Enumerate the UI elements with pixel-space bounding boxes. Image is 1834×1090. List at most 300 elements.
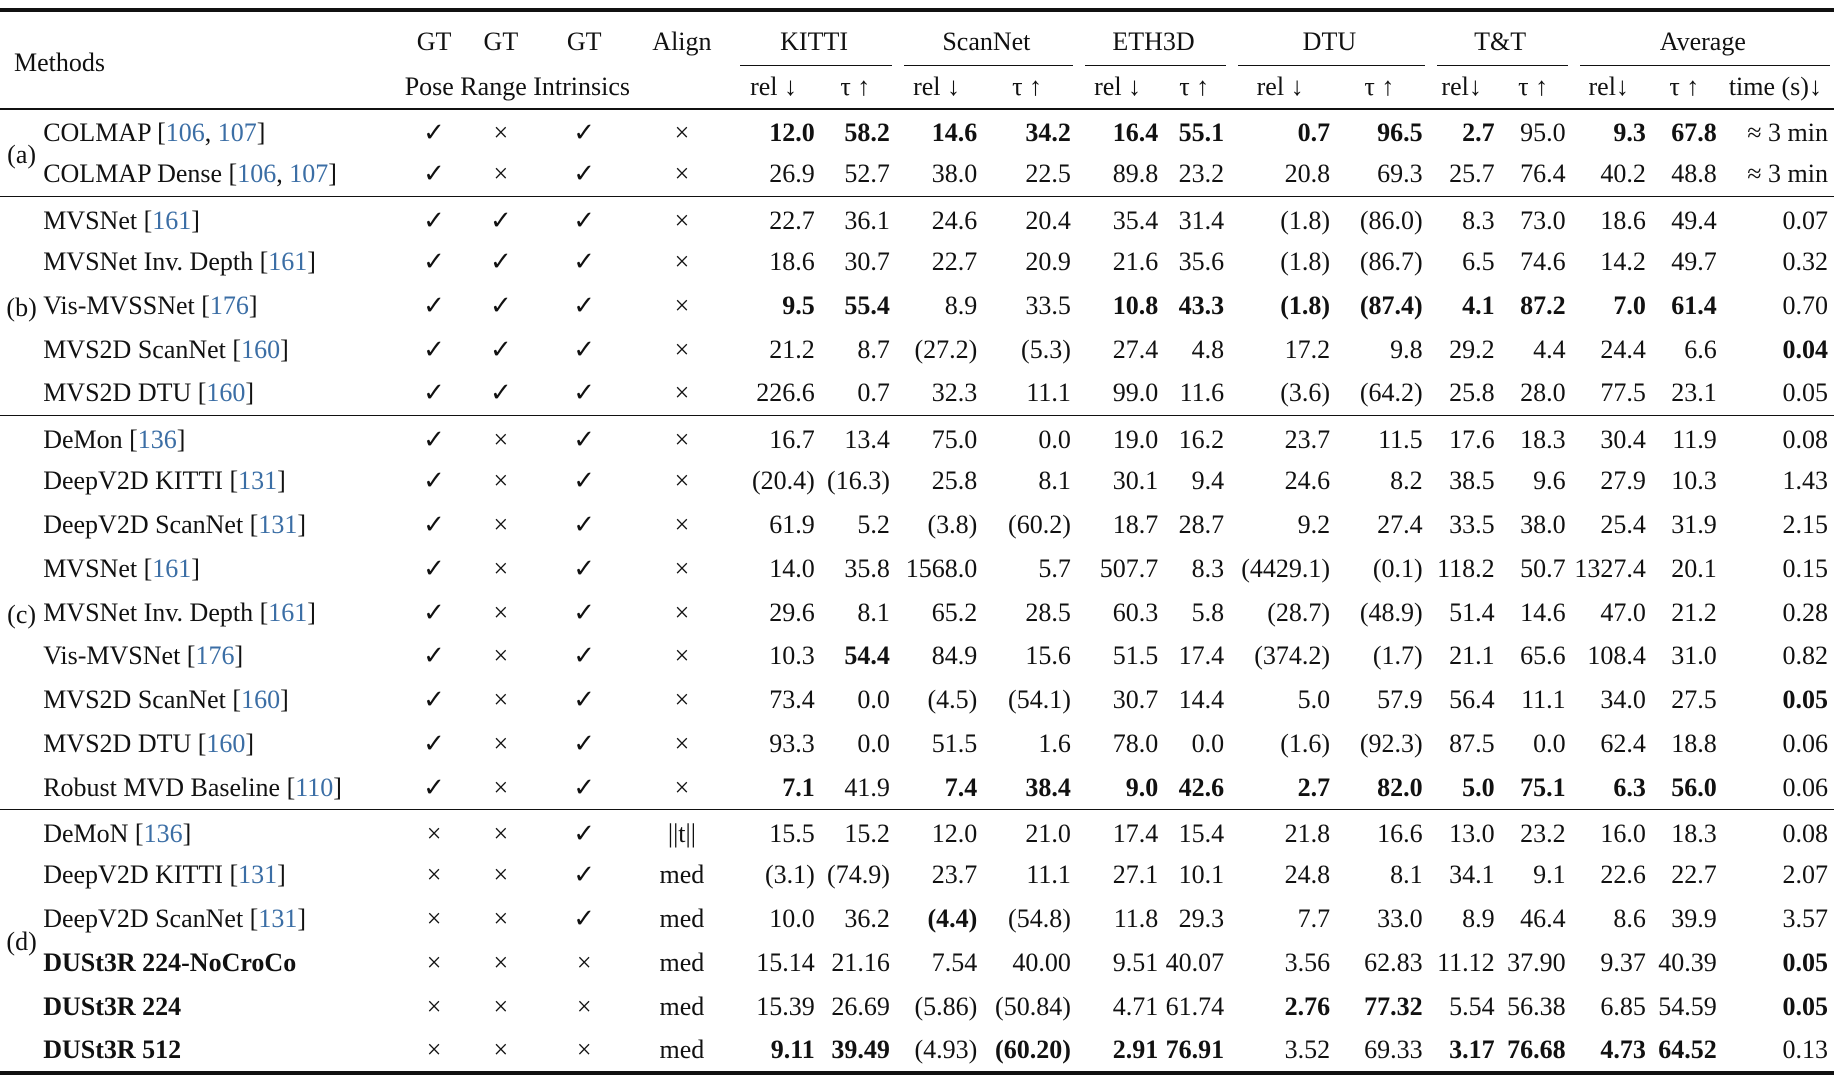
- value-cell: 8.9: [944, 291, 978, 321]
- row-group: [0, 109, 1834, 197]
- value-cell: 51.5: [931, 729, 978, 759]
- method-name: Vis-MVSNet [176]: [43, 641, 244, 671]
- citation-link[interactable]: 160: [206, 378, 246, 408]
- citation-link[interactable]: 176: [209, 291, 249, 321]
- value-cell: 0.13: [1782, 1034, 1828, 1064]
- value-cell: 15.39: [756, 991, 815, 1021]
- value-cell: 8.1: [1390, 860, 1423, 890]
- gt-range-cell: ×: [493, 772, 509, 802]
- method-label: DeMon [: [43, 424, 138, 454]
- value-cell: (3.8): [927, 510, 978, 540]
- method-label: DeepV2D KITTI [: [43, 466, 239, 496]
- value-cell: 18.7: [1112, 510, 1159, 540]
- method-label: MVS2D ScanNet [: [43, 685, 242, 715]
- citation-link[interactable]: 161: [268, 597, 308, 627]
- align-cell: ×: [674, 118, 690, 148]
- value-cell: 18.8: [1671, 729, 1717, 759]
- value-cell: 35.4: [1112, 205, 1159, 235]
- value-cell: (54.8): [1008, 904, 1071, 934]
- method-label: MVS2D DTU [: [43, 729, 207, 759]
- value-cell: 3.52: [1284, 1034, 1331, 1064]
- value-cell: 18.3: [1520, 424, 1566, 454]
- value-cell: 7.7: [1297, 904, 1331, 934]
- value-cell: 22.6: [1600, 860, 1646, 890]
- value-cell: 9.3: [1613, 118, 1646, 148]
- citation-link[interactable]: 131: [258, 510, 298, 540]
- value-cell: 21.6: [1112, 247, 1159, 277]
- value-cell: 87.5: [1449, 729, 1495, 759]
- group-label: (d): [6, 927, 37, 957]
- value-cell: 47.0: [1600, 597, 1646, 627]
- value-cell: 10.8: [1112, 291, 1159, 321]
- dataset-header-tt: T&T: [1429, 10, 1572, 66]
- value-cell: 77.32: [1364, 991, 1423, 1021]
- align-cell: med: [659, 948, 705, 978]
- value-cell: 0.05: [1782, 378, 1828, 408]
- value-cell: 20.9: [1025, 247, 1071, 277]
- gt-intrinsics-cell: ×: [576, 991, 592, 1021]
- gt-pose-cell: ✓: [423, 553, 445, 583]
- value-cell: 0.82: [1782, 641, 1828, 671]
- value-cell: 25.7: [1449, 159, 1495, 189]
- value-cell: 11.1: [1026, 860, 1071, 890]
- value-cell: 20.8: [1284, 159, 1331, 189]
- align-cell: ×: [674, 466, 690, 496]
- dataset-header-kitti: KITTI: [732, 10, 896, 66]
- value-cell: 75.0: [931, 424, 978, 454]
- align-cell: ×: [674, 641, 690, 671]
- value-cell: (50.84): [995, 991, 1071, 1021]
- value-cell: 32.3: [931, 378, 978, 408]
- gt-intrinsics-cell: ✓: [573, 904, 596, 934]
- value-cell: 61.74: [1165, 991, 1225, 1021]
- value-cell: 1327.4: [1574, 553, 1646, 583]
- value-cell: (28.7): [1267, 597, 1331, 627]
- value-cell: 12.0: [931, 818, 978, 848]
- value-cell: (54.1): [1008, 685, 1071, 715]
- method-name: MVSNet [161]: [43, 553, 200, 583]
- method-name: [43, 1029, 403, 1073]
- value-cell: 38.0: [931, 159, 978, 189]
- gt-range-cell: ×: [493, 466, 509, 496]
- table-row: [0, 416, 1834, 460]
- gt-range-cell: ×: [493, 118, 509, 148]
- value-cell: 9.11: [770, 1034, 815, 1064]
- value-cell: (3.6): [1280, 378, 1331, 408]
- value-cell: 0.08: [1782, 818, 1828, 848]
- value-cell: 0.06: [1782, 772, 1828, 802]
- value-cell: (20.4): [751, 466, 815, 496]
- gt-pose-cell: ✓: [423, 641, 445, 671]
- value-cell: 54.4: [844, 641, 890, 671]
- value-cell: 65.6: [1520, 641, 1566, 671]
- value-cell: (374.2): [1254, 641, 1331, 671]
- citation-link[interactable]: 161: [152, 205, 192, 235]
- value-cell: 77.5: [1600, 378, 1646, 408]
- gt-range-cell: ×: [493, 860, 509, 890]
- value-cell: 36.2: [844, 904, 890, 934]
- value-cell: 62.83: [1364, 948, 1423, 978]
- value-cell: 6.6: [1684, 334, 1717, 364]
- subheader-kitti-tau: τ ↑: [840, 72, 871, 101]
- gt-range-cell: ×: [493, 553, 509, 583]
- value-cell: 15.6: [1025, 641, 1071, 671]
- value-cell: 5.0: [1462, 772, 1495, 802]
- value-cell: (0.1): [1372, 553, 1423, 583]
- value-cell: 226.6: [756, 378, 815, 408]
- value-cell: 3.57: [1782, 904, 1828, 934]
- value-cell: 0.0: [857, 685, 890, 715]
- gt-intrinsics-cell: ✓: [573, 205, 596, 235]
- value-cell: (92.3): [1359, 729, 1423, 759]
- gt-intrinsics-cell: ✓: [573, 818, 596, 848]
- subheader-avg-time: time (s)↓: [1728, 72, 1822, 101]
- value-cell: 108.4: [1587, 641, 1646, 671]
- value-cell: 11.1: [1026, 378, 1071, 408]
- subheader-scannet-rel: rel ↓: [913, 72, 961, 101]
- value-cell: 30.1: [1112, 466, 1159, 496]
- value-cell: 21.2: [1671, 597, 1717, 627]
- value-cell: 3.17: [1449, 1034, 1495, 1064]
- align-cell: med: [659, 1034, 705, 1064]
- method-label: MVS2D DTU [: [43, 378, 207, 408]
- value-cell: 8.6: [1613, 904, 1646, 934]
- value-cell: 0.08: [1782, 424, 1828, 454]
- method-name: MVS2D ScanNet [160]: [43, 685, 289, 715]
- value-cell: 58.2: [844, 118, 890, 148]
- value-cell: 31.9: [1671, 510, 1717, 540]
- gt-pose-cell: ✓: [423, 424, 445, 454]
- value-cell: 38.4: [1025, 772, 1071, 802]
- value-cell: 76.91: [1165, 1034, 1225, 1064]
- value-cell: 11.1: [1521, 685, 1566, 715]
- value-cell: (3.1): [764, 860, 815, 890]
- value-cell: 35.8: [844, 553, 890, 583]
- table-row: [0, 678, 1834, 722]
- gt-intrinsics-cell: ✓: [573, 378, 596, 408]
- align-cell: ×: [674, 597, 690, 627]
- pose-range-intrinsics-header: Pose Range Intrinsics: [404, 72, 630, 101]
- dataset-header-eth3d: ETH3D: [1077, 10, 1230, 66]
- gt-pose-cell: ✓: [423, 597, 445, 627]
- value-cell: 35.6: [1178, 247, 1225, 277]
- value-cell: 11.6: [1179, 378, 1225, 408]
- align-cell: ×: [674, 772, 690, 802]
- value-cell: 13.4: [844, 424, 890, 454]
- value-cell: 15.2: [844, 818, 890, 848]
- citation-link[interactable]: 160: [241, 334, 281, 364]
- table-row: [0, 328, 1834, 372]
- align-cell: ×: [674, 510, 690, 540]
- value-cell: 23.2: [1520, 818, 1566, 848]
- citation-link[interactable]: 136: [143, 818, 183, 848]
- value-cell: 56.0: [1671, 772, 1717, 802]
- value-cell: (27.2): [914, 334, 978, 364]
- value-cell: 60.3: [1112, 597, 1159, 627]
- value-cell: 9.1: [1533, 860, 1566, 890]
- value-cell: 34.0: [1600, 685, 1646, 715]
- method-name: MVS2D DTU [160]: [43, 729, 255, 759]
- value-cell: 5.0: [1297, 685, 1331, 715]
- value-cell: 16.6: [1377, 818, 1423, 848]
- table-row: [0, 766, 1834, 810]
- value-cell: (64.2): [1359, 378, 1423, 408]
- value-cell: 50.7: [1520, 553, 1566, 583]
- gt-intrinsics-header: GT: [566, 27, 602, 56]
- value-cell: 30.4: [1600, 424, 1646, 454]
- align-cell: ||t||: [667, 818, 696, 848]
- value-cell: 0.04: [1782, 334, 1828, 364]
- value-cell: 93.3: [769, 729, 815, 759]
- value-cell: 16.2: [1178, 424, 1225, 454]
- method-name: DeMoN [136]: [43, 818, 192, 848]
- gt-intrinsics-cell: ✓: [573, 597, 596, 627]
- value-cell: 5.2: [857, 510, 890, 540]
- method-name: Vis-MVSSNet [176]: [43, 291, 258, 321]
- gt-intrinsics-cell: ✓: [573, 729, 596, 759]
- align-cell: ×: [674, 247, 690, 277]
- method-label: DUSt3R 224: [43, 991, 182, 1021]
- value-cell: 21.16: [831, 948, 890, 978]
- value-cell: 29.6: [769, 597, 815, 627]
- value-cell: 28.5: [1025, 597, 1071, 627]
- value-cell: 37.90: [1507, 948, 1566, 978]
- row-group: [0, 197, 1834, 416]
- method-label: COLMAP [: [43, 118, 166, 148]
- align-cell: ×: [674, 553, 690, 583]
- value-cell: 4.73: [1600, 1034, 1646, 1064]
- value-cell: 89.8: [1112, 159, 1159, 189]
- value-cell: 19.0: [1112, 424, 1159, 454]
- align-cell: ×: [674, 729, 690, 759]
- value-cell: 10.3: [1671, 466, 1717, 496]
- value-cell: (1.8): [1280, 205, 1331, 235]
- value-cell: 25.8: [1449, 378, 1495, 408]
- value-cell: 33.0: [1377, 904, 1423, 934]
- value-cell: 69.3: [1377, 159, 1423, 189]
- value-cell: 11.5: [1378, 424, 1423, 454]
- gt-pose-cell: ✓: [423, 247, 445, 277]
- value-cell: 1.6: [1038, 729, 1071, 759]
- value-cell: (74.9): [827, 860, 890, 890]
- citation-link[interactable]: 161: [152, 553, 192, 583]
- citation-link[interactable]: 161: [268, 247, 308, 277]
- value-cell: 0.0: [1191, 729, 1225, 759]
- table-row: [0, 1029, 1834, 1073]
- gt-range-cell: ×: [493, 948, 509, 978]
- value-cell: 28.7: [1178, 510, 1225, 540]
- value-cell: 9.0: [1125, 772, 1159, 802]
- method-label: MVSNet Inv. Depth [: [43, 247, 269, 277]
- value-cell: 5.8: [1191, 597, 1225, 627]
- value-cell: 78.0: [1112, 729, 1159, 759]
- gt-pose-cell: ✓: [423, 378, 445, 408]
- value-cell: 10.1: [1178, 860, 1225, 890]
- gt-range-cell: ×: [493, 904, 509, 934]
- value-cell: 17.4: [1178, 641, 1225, 671]
- value-cell: 8.7: [857, 334, 890, 364]
- gt-range-cell: ×: [493, 510, 509, 540]
- value-cell: 12.0: [769, 118, 815, 148]
- gt-range-cell: ✓: [489, 205, 512, 235]
- method-label: Robust MVD Baseline [: [43, 772, 296, 802]
- value-cell: 61.4: [1671, 291, 1717, 321]
- gt-range-cell: ×: [493, 685, 509, 715]
- value-cell: 30.7: [844, 247, 890, 277]
- value-cell: 73.4: [769, 685, 815, 715]
- value-cell: (4.4): [927, 904, 978, 934]
- value-cell: (5.3): [1021, 334, 1071, 364]
- value-cell: 5.7: [1038, 553, 1071, 583]
- citation-link[interactable]: 131: [258, 904, 298, 934]
- table-row: [0, 372, 1834, 416]
- dataset-header-dtu: DTU: [1230, 10, 1429, 66]
- citation-link[interactable]: 110: [295, 772, 334, 802]
- method-name: MVSNet [161]: [43, 205, 200, 235]
- value-cell: 11.9: [1672, 424, 1717, 454]
- group-label: (c): [7, 599, 37, 629]
- value-cell: 17.4: [1112, 818, 1159, 848]
- value-cell: 18.6: [769, 247, 815, 277]
- value-cell: 46.4: [1520, 904, 1566, 934]
- method-label: MVSNet [: [43, 553, 153, 583]
- value-cell: 41.9: [844, 772, 890, 802]
- citation-link[interactable]: 107: [217, 118, 257, 148]
- subheader-tt-rel: rel↓: [1441, 72, 1482, 101]
- method-name: DeepV2D ScanNet [131]: [43, 904, 307, 934]
- table-row: [0, 503, 1834, 547]
- value-cell: 48.8: [1671, 159, 1717, 189]
- value-cell: 0.15: [1782, 553, 1828, 583]
- gt-range-cell: ×: [493, 424, 509, 454]
- value-cell: 62.4: [1600, 729, 1646, 759]
- align-cell: ×: [674, 685, 690, 715]
- value-cell: 29.3: [1178, 904, 1225, 934]
- value-cell: 25.8: [931, 466, 978, 496]
- citation-link[interactable]: 106: [165, 118, 205, 148]
- value-cell: 0.07: [1782, 205, 1828, 235]
- value-cell: (1.6): [1280, 729, 1331, 759]
- value-cell: 2.15: [1782, 510, 1828, 540]
- gt-intrinsics-cell: ✓: [573, 466, 596, 496]
- value-cell: 0.28: [1782, 597, 1828, 627]
- value-cell: (1.8): [1280, 247, 1331, 277]
- method-name: DeMon [136]: [43, 424, 186, 454]
- value-cell: 27.4: [1377, 510, 1423, 540]
- citation-link[interactable]: 131: [238, 860, 278, 890]
- value-cell: 84.9: [931, 641, 978, 671]
- value-cell: 9.2: [1297, 510, 1331, 540]
- citation-link[interactable]: 176: [195, 641, 235, 671]
- value-cell: 24.8: [1284, 860, 1331, 890]
- value-cell: (4429.1): [1241, 553, 1331, 583]
- value-cell: 95.0: [1520, 118, 1566, 148]
- value-cell: 23.7: [1284, 424, 1331, 454]
- citation-link[interactable]: 107: [289, 159, 329, 189]
- gt-intrinsics-cell: ✓: [573, 685, 596, 715]
- value-cell: 507.7: [1099, 553, 1159, 583]
- value-cell: 17.2: [1284, 334, 1331, 364]
- value-cell: 52.7: [844, 159, 890, 189]
- value-cell: 40.2: [1600, 159, 1646, 189]
- citation-link[interactable]: 160: [241, 685, 281, 715]
- value-cell: (48.9): [1359, 597, 1423, 627]
- method-label: MVSNet Inv. Depth [: [43, 597, 269, 627]
- value-cell: 9.5: [782, 291, 815, 321]
- value-cell: 4.1: [1462, 291, 1495, 321]
- table-row: [0, 854, 1834, 898]
- method-label: Vis-MVSSNet [: [43, 291, 210, 321]
- citation-link[interactable]: 106: [237, 159, 277, 189]
- method-label: Vis-MVSNet [: [43, 641, 196, 671]
- value-cell: 30.7: [1112, 685, 1159, 715]
- value-cell: 7.1: [782, 772, 815, 802]
- value-cell: 28.0: [1520, 378, 1566, 408]
- value-cell: 73.0: [1520, 205, 1566, 235]
- value-cell: 65.2: [931, 597, 978, 627]
- gt-range-cell: ×: [493, 1034, 509, 1064]
- value-cell: 55.1: [1178, 118, 1225, 148]
- value-cell: ≈ 3 min: [1747, 159, 1828, 189]
- gt-intrinsics-cell: ×: [576, 948, 592, 978]
- value-cell: 75.1: [1520, 772, 1566, 802]
- value-cell: 18.6: [1600, 205, 1646, 235]
- value-cell: 1568.0: [905, 553, 978, 583]
- value-cell: 29.2: [1449, 334, 1495, 364]
- value-cell: 10.3: [769, 641, 815, 671]
- gt-range-cell: ×: [493, 597, 509, 627]
- value-cell: 14.6: [931, 118, 978, 148]
- value-cell: 99.0: [1112, 378, 1159, 408]
- value-cell: 21.8: [1284, 818, 1331, 848]
- value-cell: 49.4: [1671, 205, 1717, 235]
- method-name: MVS2D DTU [160]: [43, 378, 255, 408]
- value-cell: (86.0): [1359, 205, 1423, 235]
- value-cell: 0.0: [857, 729, 890, 759]
- citation-link[interactable]: 160: [206, 729, 246, 759]
- gt-pose-cell: ✓: [423, 159, 445, 189]
- citation-link[interactable]: 131: [238, 466, 278, 496]
- value-cell: 15.4: [1178, 818, 1225, 848]
- value-cell: 69.33: [1364, 1034, 1423, 1064]
- value-cell: 22.7: [769, 205, 815, 235]
- align-cell: ×: [674, 291, 690, 321]
- value-cell: 1.43: [1782, 466, 1828, 496]
- value-cell: 82.0: [1377, 772, 1423, 802]
- gt-pose-cell: ×: [426, 818, 442, 848]
- method-label: MVSNet [: [43, 205, 153, 235]
- gt-intrinsics-cell: ✓: [573, 860, 596, 890]
- gt-intrinsics-cell: ✓: [573, 118, 596, 148]
- value-cell: 27.9: [1600, 466, 1646, 496]
- value-cell: 6.3: [1613, 772, 1646, 802]
- value-cell: 34.2: [1025, 118, 1071, 148]
- gt-intrinsics-cell: ✓: [573, 510, 596, 540]
- citation-link[interactable]: 136: [137, 424, 177, 454]
- table-row: [0, 109, 1834, 153]
- value-cell: 26.69: [831, 991, 890, 1021]
- value-cell: 51.5: [1112, 641, 1159, 671]
- value-cell: 23.1: [1671, 378, 1717, 408]
- align-cell: med: [659, 904, 705, 934]
- value-cell: 11.12: [1437, 948, 1495, 978]
- gt-pose-cell: ×: [426, 991, 442, 1021]
- method-label: DeepV2D KITTI [: [43, 860, 239, 890]
- value-cell: 39.9: [1671, 904, 1717, 934]
- value-cell: 9.51: [1112, 948, 1159, 978]
- value-cell: 21.2: [769, 334, 815, 364]
- value-cell: 6.5: [1462, 247, 1495, 277]
